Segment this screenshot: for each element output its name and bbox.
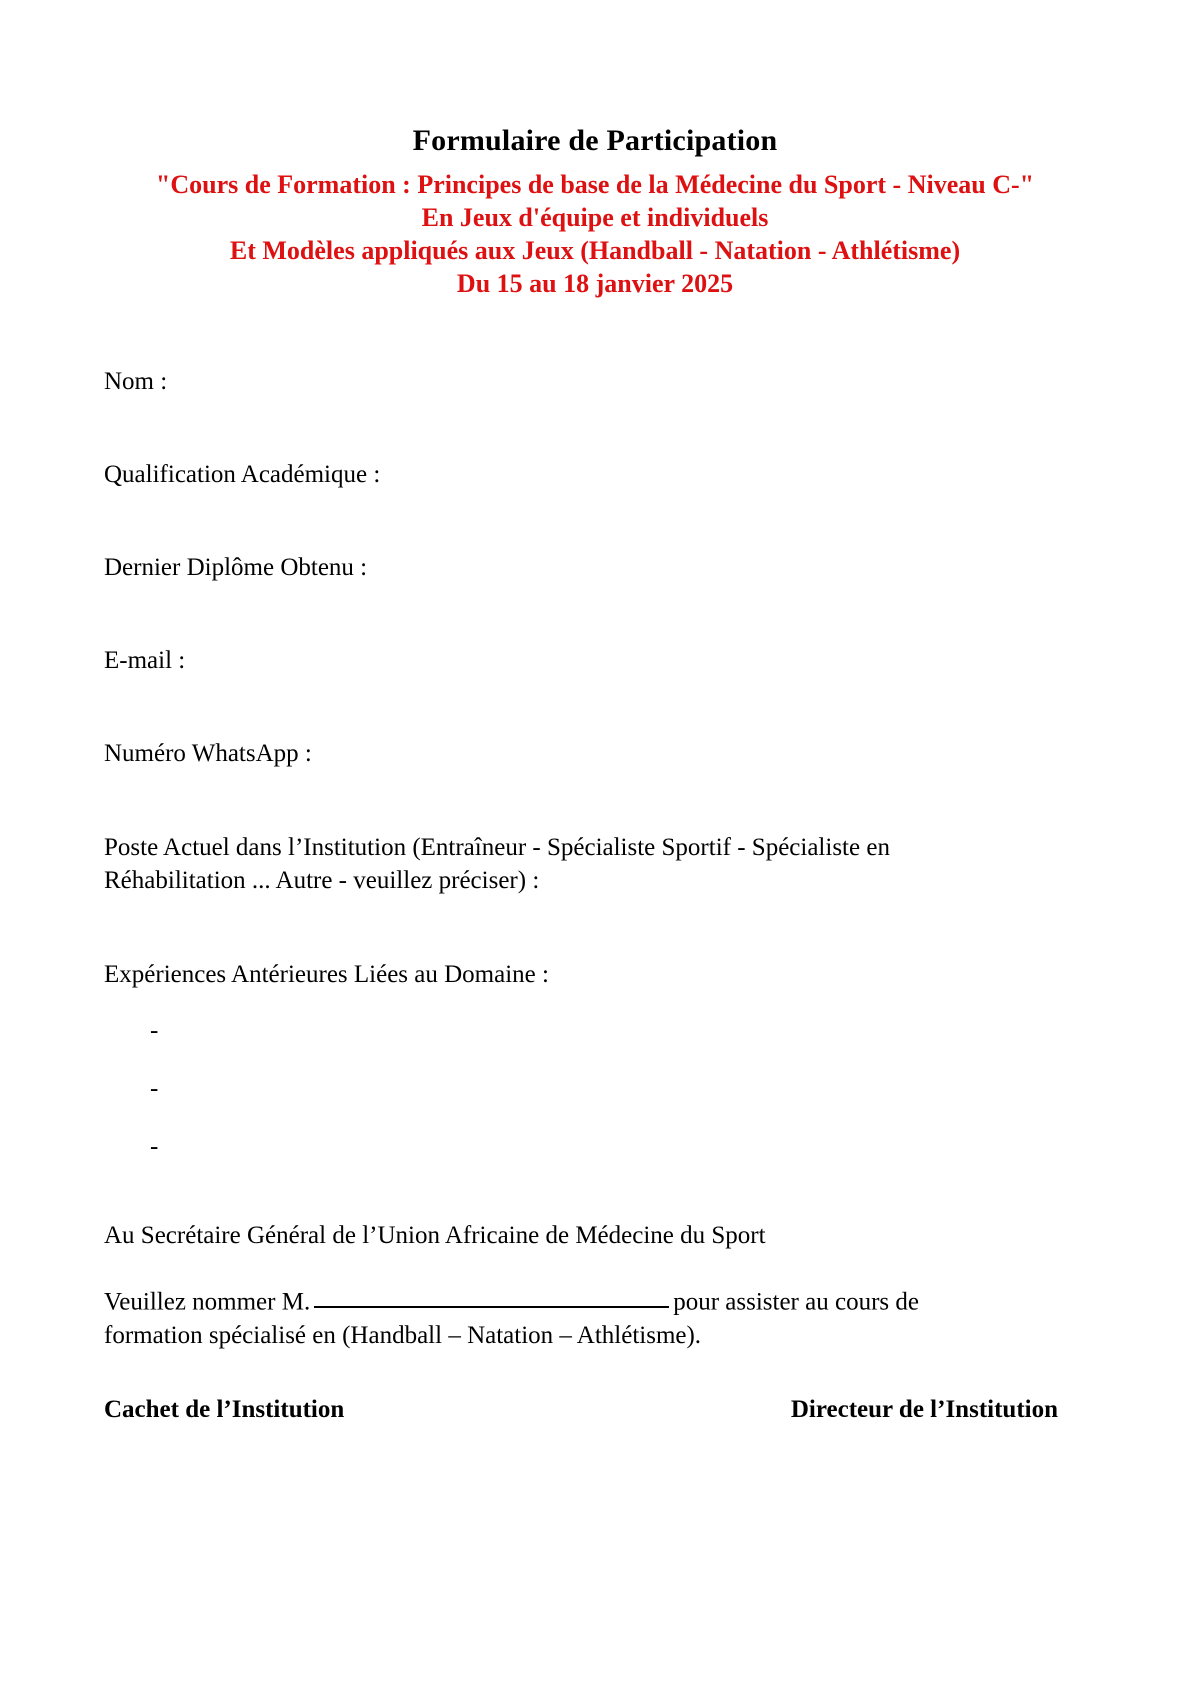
field-label-poste-actuel: Poste Actuel dans l’Institution (Entraîneur - Spécialiste Sportif - Spécialiste en Réhabilitation ... Autre - veuillez préciser) : — [104, 834, 890, 894]
list-item: - — [150, 1017, 159, 1044]
field-label-diplome: Dernier Diplôme Obtenu : — [104, 554, 368, 581]
field-label-nom: Nom : — [104, 368, 168, 395]
field-label-experiences: Expériences Antérieures Liées au Domaine : — [104, 961, 549, 988]
course-heading-line-2: En Jeux d'équipe et individuels — [421, 203, 769, 232]
nomination-text-after: pour assister au cours de formation spécialisé en (Handball – Natation – Athlétisme). — [104, 1288, 919, 1349]
addressee-line: Au Secrétaire Général de l’Union Africaine de Médecine du Sport — [104, 1222, 766, 1249]
page-title: Formulaire de Participation — [412, 124, 778, 158]
nomination-blank-field[interactable] — [314, 1283, 669, 1308]
list-item: - — [150, 1075, 159, 1102]
list-item: - — [150, 1133, 159, 1160]
field-label-email: E-mail : — [104, 647, 186, 674]
nomination-paragraph — [104, 1283, 954, 1352]
signature-footer — [104, 1396, 1064, 1424]
course-heading-line-1: "Cours de Formation : Principes de base de la Médecine du Sport - Niveau C-" — [155, 170, 1035, 199]
course-heading-line-3: Et Modèles appliqués aux Jeux (Handball - Natation - Athlétisme) — [229, 236, 961, 265]
experience-list — [104, 1016, 1064, 1190]
institution-director-label: Directeur de l’Institution — [790, 1396, 1058, 1423]
course-heading-block — [0, 168, 1190, 300]
nomination-text-before: Veuillez nommer M. — [104, 1288, 311, 1316]
field-label-whatsapp: Numéro WhatsApp : — [104, 740, 312, 767]
institution-stamp-label: Cachet de l’Institution — [104, 1396, 345, 1423]
course-heading-line-4: Du 15 au 18 janvier 2025 — [456, 269, 734, 298]
field-label-qualification: Qualification Académique : — [104, 461, 381, 488]
form-body — [104, 352, 1064, 1352]
